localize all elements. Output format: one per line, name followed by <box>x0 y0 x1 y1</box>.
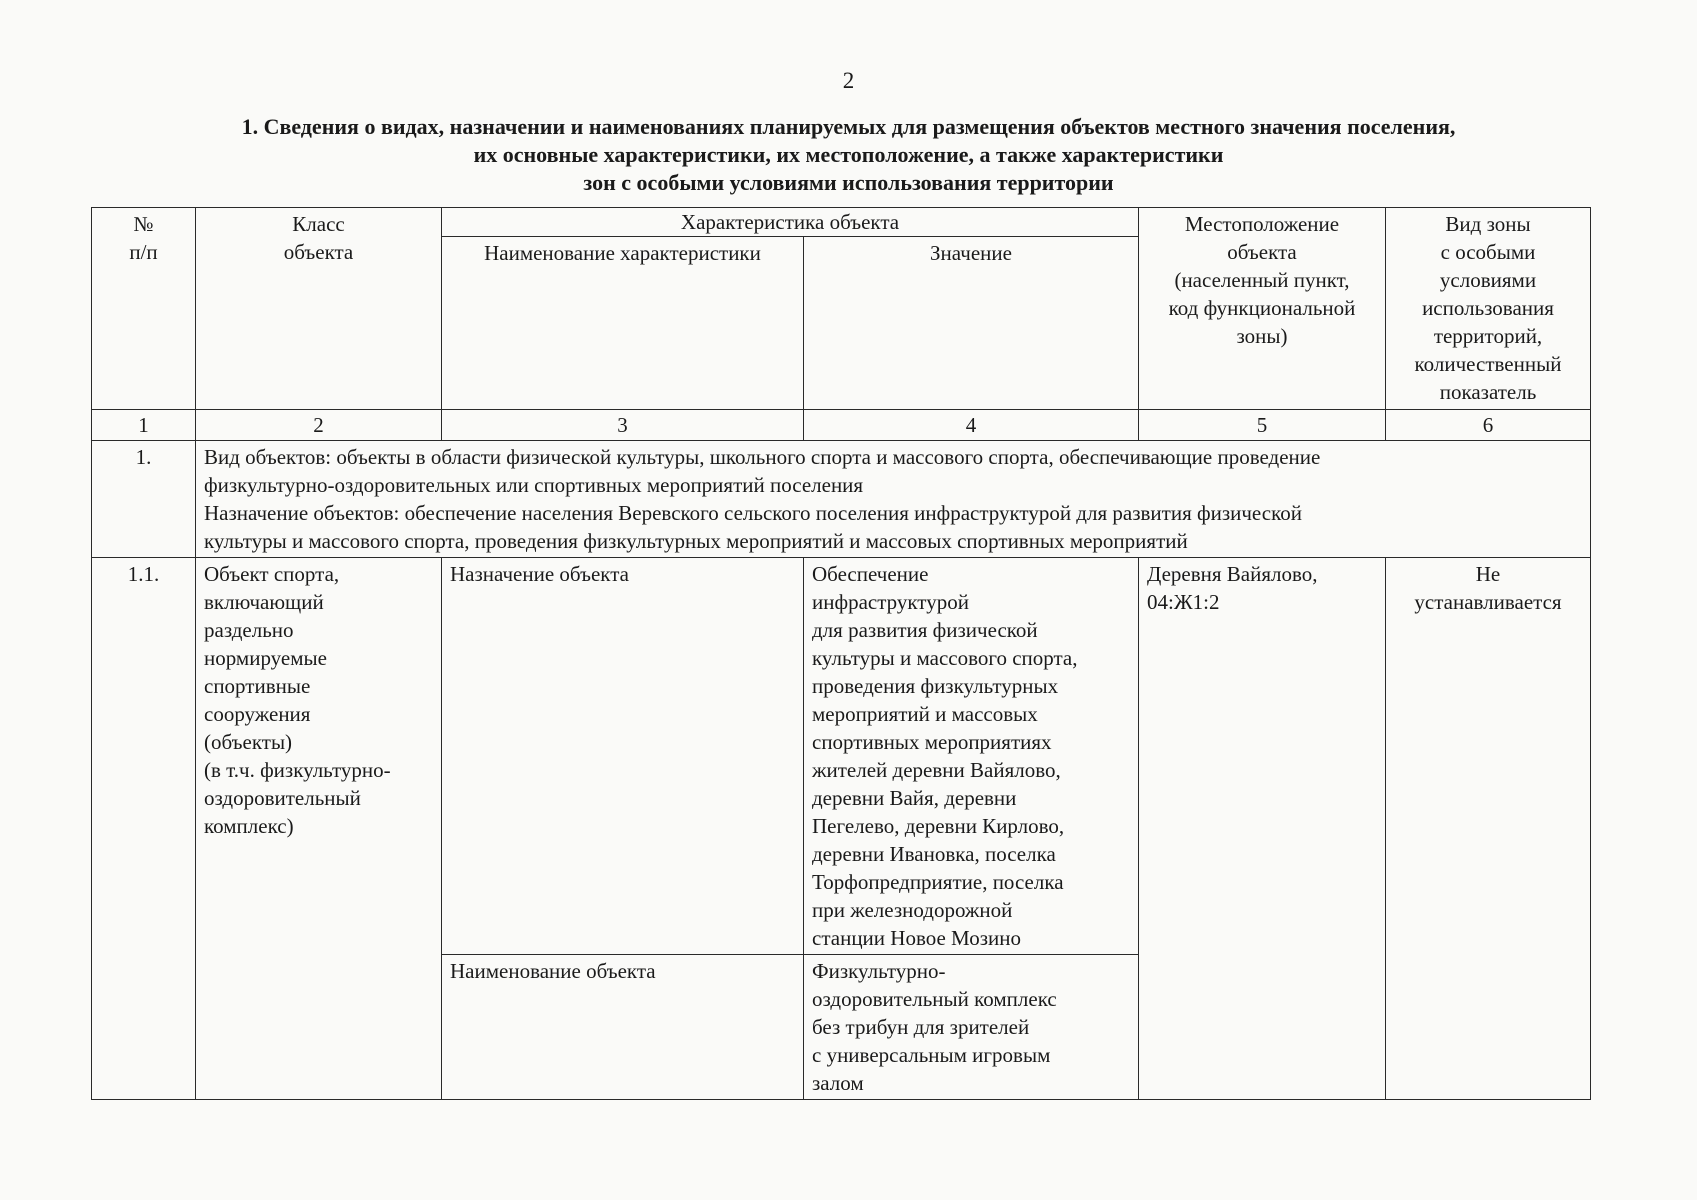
header-zone <box>1386 208 1591 410</box>
header-zone-line: территорий, <box>1433 324 1543 348</box>
purpose-value-line: деревни Вайя, деревни <box>812 786 1017 810</box>
header-zone-line: с особыми <box>1440 240 1536 264</box>
row-class-line: оздоровительный <box>204 786 361 810</box>
purpose-value <box>804 558 1139 955</box>
purpose-value-line: проведения физкультурных <box>812 674 1059 698</box>
header-char-value: Значение <box>804 237 1139 410</box>
title-line-3: зон с особыми условиями использования территории <box>583 170 1114 195</box>
purpose-value-line: станции Новое Мозино <box>812 926 1021 950</box>
purpose-value-line: спортивных мероприятиях <box>812 730 1052 754</box>
header-num-line: п/п <box>129 240 158 264</box>
row-class-line: нормируемые <box>204 646 327 670</box>
page-number: 2 <box>842 68 855 93</box>
row-class-line: комплекс) <box>204 814 294 838</box>
header-location <box>1139 208 1386 410</box>
row-zone <box>1386 558 1591 1100</box>
header-location-line: зоны) <box>1236 324 1288 348</box>
header-class <box>196 208 442 410</box>
header-location-line: код функциональной <box>1168 296 1356 320</box>
row-class-line: (в т.ч. физкультурно- <box>204 758 391 782</box>
document-title <box>60 113 1637 197</box>
object-value-line: залом <box>812 1071 864 1095</box>
title-line-2: их основные характеристики, их местоположение, а также характеристики <box>473 142 1224 167</box>
object-value <box>804 955 1139 1100</box>
purpose-value-line: деревни Ивановка, поселка <box>812 842 1056 866</box>
column-number: 4 <box>804 410 1139 441</box>
row-location-line: 04:Ж1:2 <box>1147 590 1220 614</box>
section-line: физкультурно-оздоровительных или спортивных мероприятий поселения <box>204 473 864 497</box>
header-char-name: Наименование характеристики <box>442 237 804 410</box>
row-zone-line: Не <box>1475 562 1501 586</box>
objects-table <box>91 207 1591 1100</box>
header-zone-line: использования <box>1422 296 1554 320</box>
row-location-line: Деревня Вайялово, <box>1147 562 1318 586</box>
column-number: 2 <box>196 410 442 441</box>
object-value-line: Физкультурно- <box>812 959 946 983</box>
header-num-line: № <box>133 212 154 236</box>
row-class-line: раздельно <box>204 618 294 642</box>
section-description <box>196 441 1591 558</box>
column-number: 6 <box>1386 410 1591 441</box>
row-class-line: (объекты) <box>204 730 293 754</box>
purpose-value-line: инфраструктурой <box>812 590 969 614</box>
purpose-name: Назначение объекта <box>442 558 804 955</box>
section-line: Вид объектов: объекты в области физической культуры, школьного спорта и массового спорта, обеспечивающие проведение <box>204 445 1321 469</box>
row-class <box>196 558 442 1100</box>
header-location-line: (населенный пункт, <box>1174 268 1350 292</box>
title-line-1: 1. Сведения о видах, назначении и наименованиях планируемых для размещения объектов местного значения поселения, <box>241 114 1456 139</box>
purpose-value-line: Торфопредприятие, поселка <box>812 870 1064 894</box>
object-value-line: без трибун для зрителей <box>812 1015 1030 1039</box>
column-number: 5 <box>1139 410 1386 441</box>
header-class-line: объекта <box>283 240 354 264</box>
header-zone-line: количественный <box>1414 352 1562 376</box>
purpose-value-line: мероприятий и массовых <box>812 702 1038 726</box>
purpose-value-line: культуры и массового спорта, <box>812 646 1078 670</box>
section-num: 1. <box>92 441 196 558</box>
column-number: 1 <box>92 410 196 441</box>
section-line: культуры и массового спорта, проведения физкультурных мероприятий и массовых спортивных мероприятий <box>204 529 1188 553</box>
header-class-line: Класс <box>292 212 345 236</box>
purpose-value-line: при железнодорожной <box>812 898 1013 922</box>
purpose-value-line: Пегелево, деревни Кирлово, <box>812 814 1065 838</box>
row-class-line: включающий <box>204 590 324 614</box>
row-class-line: сооружения <box>204 702 311 726</box>
column-number: 3 <box>442 410 804 441</box>
header-zone-line: показатель <box>1439 380 1537 404</box>
row-zone-line: устанавливается <box>1414 590 1562 614</box>
purpose-value-line: для развития физической <box>812 618 1038 642</box>
row-location <box>1139 558 1386 1100</box>
object-name: Наименование объекта <box>442 955 804 1100</box>
header-num <box>92 208 196 410</box>
purpose-value-line: жителей деревни Вайялово, <box>812 758 1061 782</box>
header-location-line: Местоположение <box>1184 212 1340 236</box>
header-location-line: объекта <box>1227 240 1297 264</box>
object-value-line: с универсальным игровым <box>812 1043 1051 1067</box>
purpose-value-line: Обеспечение <box>812 562 929 586</box>
row-class-line: Объект спорта, <box>204 562 340 586</box>
row-num: 1.1. <box>92 558 196 1100</box>
header-zone-line: Вид зоны <box>1445 212 1531 236</box>
section-line: Назначение объектов: обеспечение населения Веревского сельского поселения инфраструктурой для развития физической <box>204 501 1302 525</box>
object-value-line: оздоровительный комплекс <box>812 987 1057 1011</box>
header-zone-line: условиями <box>1439 268 1537 292</box>
row-class-line: спортивные <box>204 674 311 698</box>
header-characteristic: Характеристика объекта <box>442 208 1139 237</box>
